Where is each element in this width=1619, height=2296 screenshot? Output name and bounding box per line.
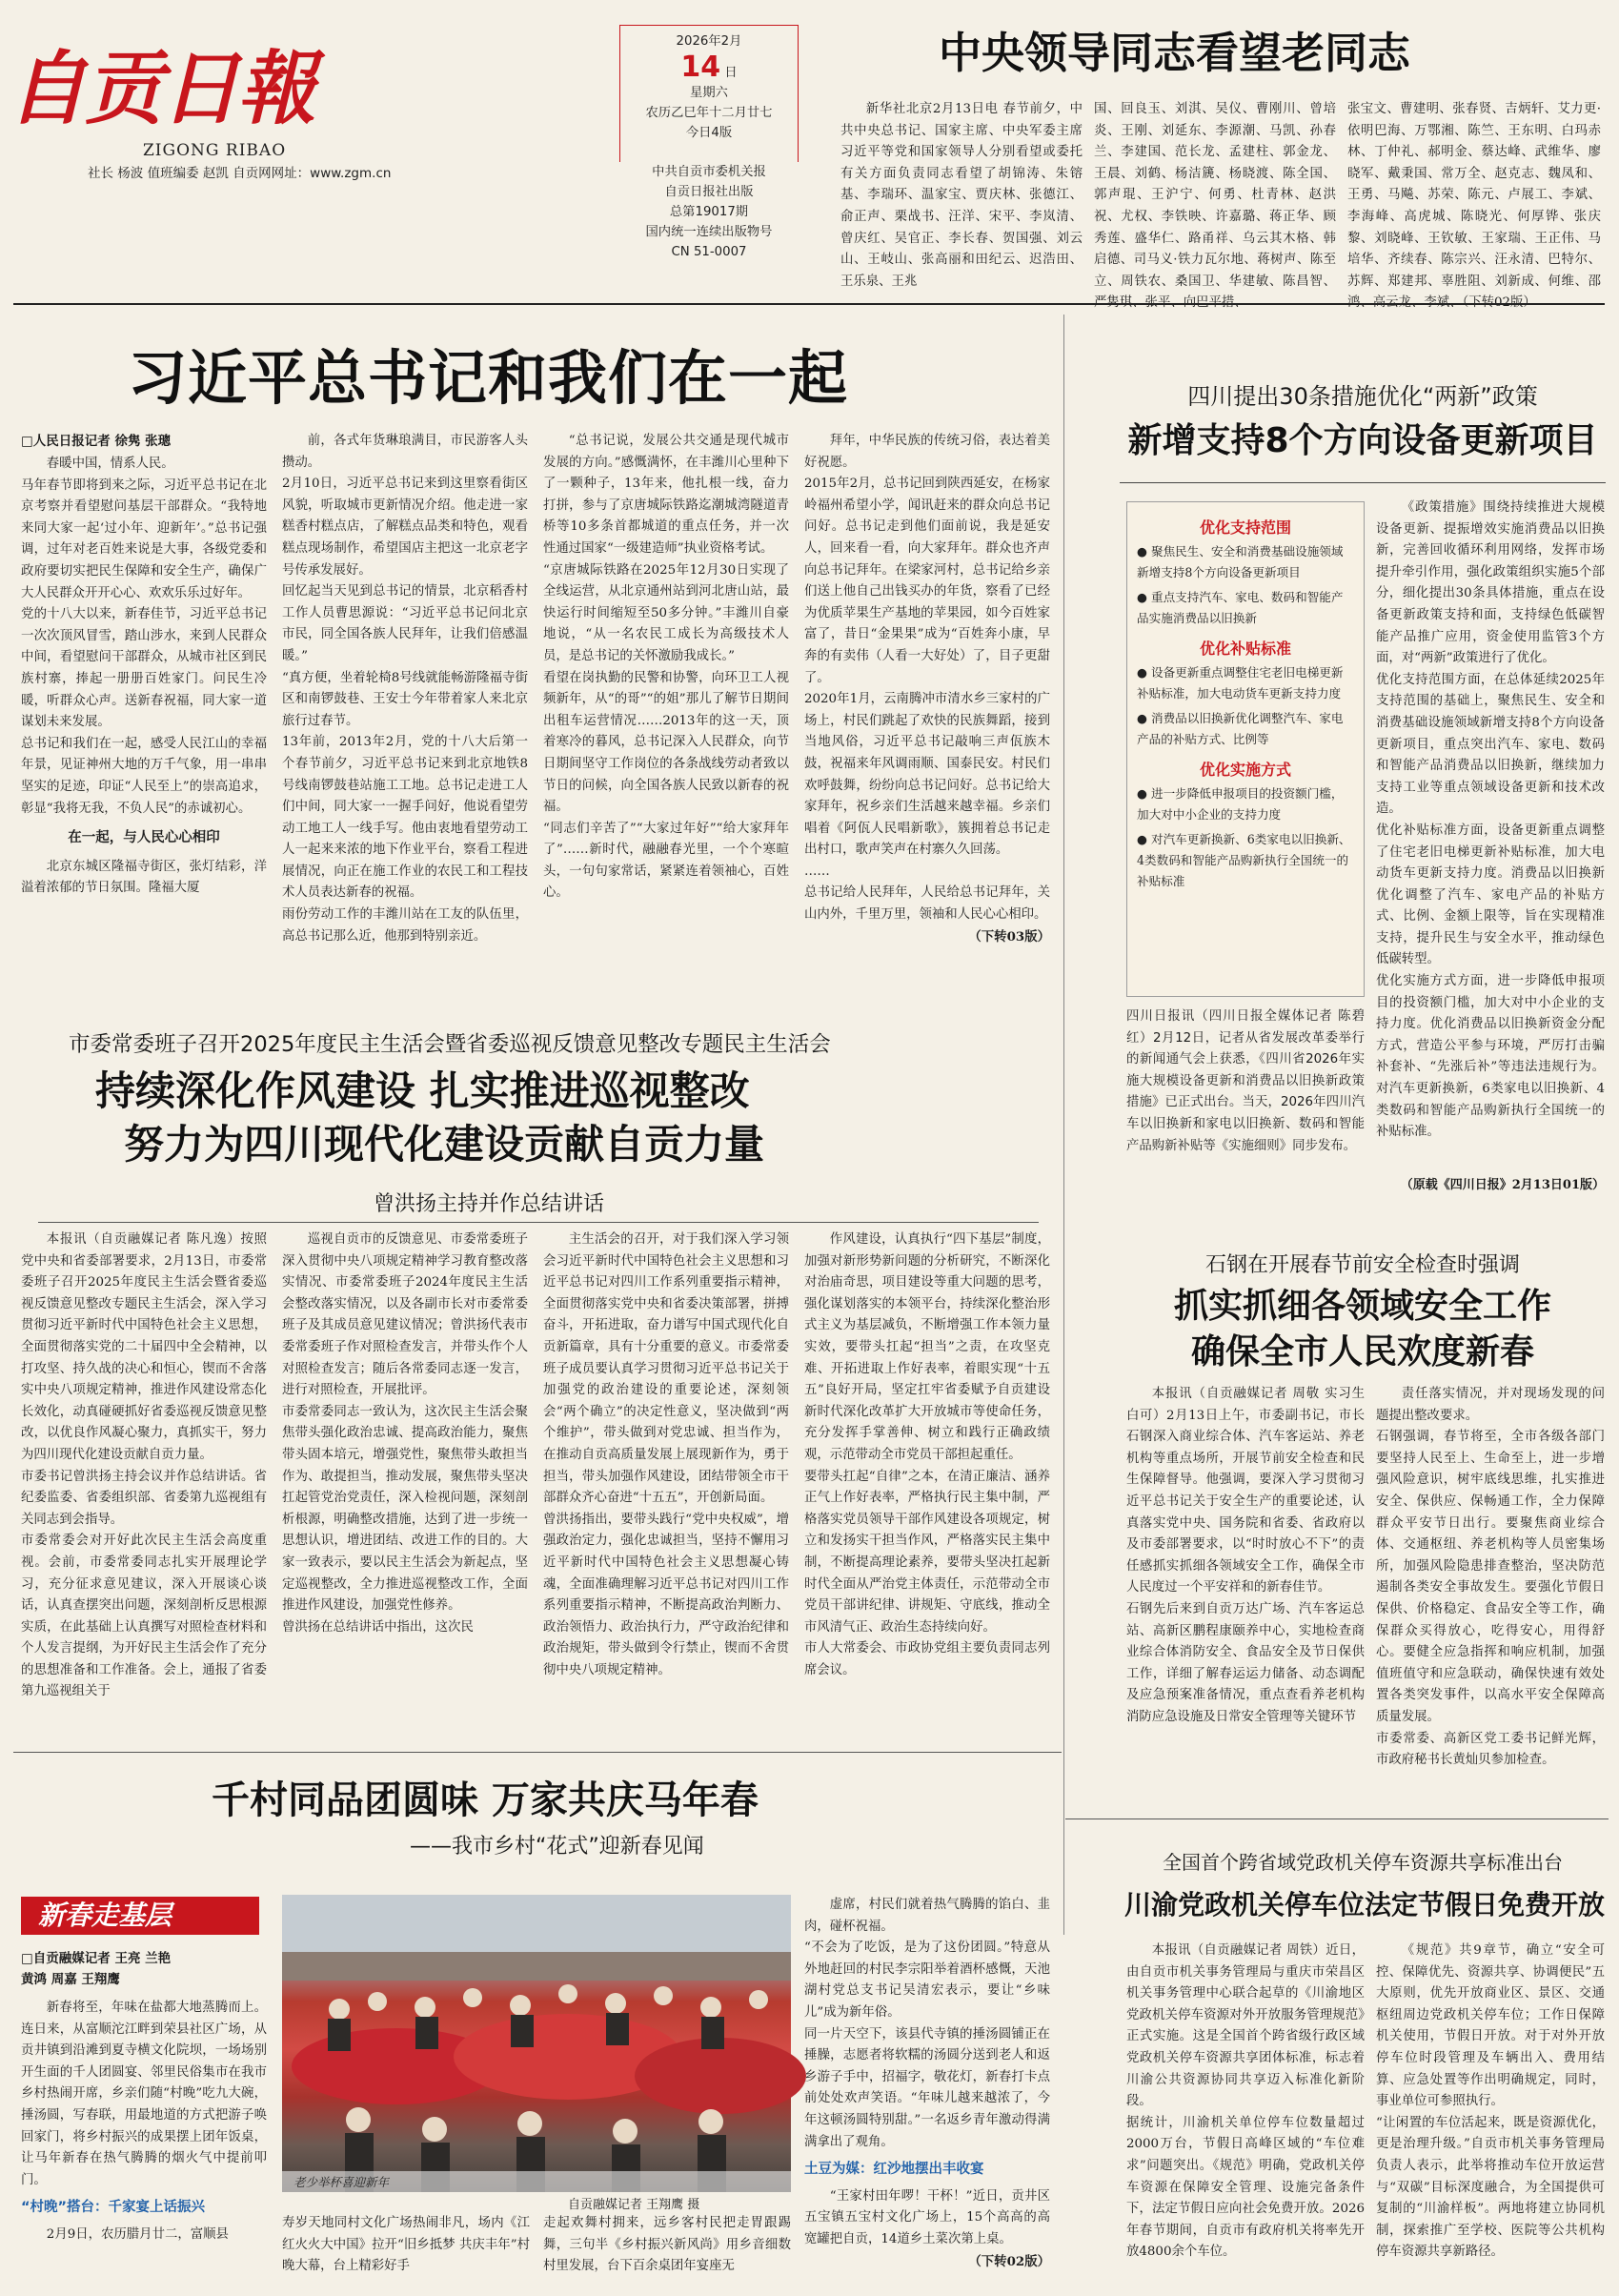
top-story-col-3: 张宝文、曹建明、张春贤、吉炳轩、艾力更·依明巴海、万鄂湘、陈竺、王东明、白玛赤林、丁仲礼、郝明金、蔡达峰、武维华、廖晓军、戴秉国、常万全、赵克志、魏凤和、王勇、马飚、苏荣、陈元、卢展工、李斌、李海峰、高虎城、陈晓光、何厚铧、张庆黎、刘晓峰、王钦敏、王家瑞、王正伟、马培华、齐续春、陈宗兴、汪永清、巴特尔、苏辉、郑建邦、辜胜阻、刘新成、何维、邵	[1347, 102, 1601, 289]
meeting-col-2: 巡视自贡市的反馈意见、市委常委班子深入贯彻中央八项规定精神学习教育整改落实情况、市委常委班子2024年度民主生活会整改落实情况，以及各副市长对市委常委班子及其成员意见建议情况；曾洪扬代表市委常委班子作对照检查发言，并带头作个人对照检查发言；随后各常委同志逐一发言，进行对照检查，开展批评。 市委常委同志一致认为，这次民主生活会聚焦带头强化政治忠诚、提高政治能力，聚焦带头固本培元，增强党性，聚焦带头敢担当作为、敢提担当，推动发展，聚焦带头坚决扛起管党治党责任，深入检视问题，深刻剖析根源，明确整改措施，达到了进一步统一思想认识，增进团结、改进工作的目的。大家一致表示，要以民主生活会为新起点，坚定巡视整改，全力推进巡视整改工作，全面推进作风建设，加强党性修养。 曾洪扬在总结讲话中指出，这次民	[282, 1232, 528, 1635]
issue-date-year-month: 2026年2月	[676, 34, 742, 49]
issue-date-day-suffix: 日	[724, 66, 738, 80]
safety-kicker: 石钢在开展春节前安全检查时强调	[1204, 1253, 1520, 1277]
publisher-details	[619, 162, 799, 262]
village-col-3	[804, 1895, 1050, 2286]
village-badge-text: 新春走基层	[38, 1900, 172, 1931]
village-col-3-subhead: 土豆为媒：红沙地摆出丰收宴	[804, 2162, 984, 2178]
policy-body: 《政策措施》围绕持续推进大规模设备更新、提振增效实施消费品以旧换新，完善回收循环利用网络，发挥市场提升牵引作用，强化政策组织实施5个部分，细化提出30条具体措施，重点在设备更新政策支持和面，支持绿色低碳智能产品推广应用，资金使用监管3个方面，对“两新”政策进行了优化。 优化支持范围方面，在总体延续2025年支持范围的基础上，聚焦民生、安全和消费基础设施领域新增支持8个方向设备更新项目，重点突出汽车、家电、数码和智能产品消费品以旧换新，继续加力支持工业等重点领域设备更新和技术改造。 优化补贴标准方面，设备更新重点调整了住宅老旧电梯更新补贴标准，加大电动货车更新支持力度。消费品以旧换新优化调整了汽车、家电产品的补贴方式、比例、金额上限等，旨在实现精准支持，提升民生与安全水平，推动绿色低碳转型。 优化实施方式方面，进一步降低申报项目的投资额门槛，加大对中小企业的支持力度。优化消费品以旧换新资金分配方式，营造公平参与环境，严厉打击骗补套补、“先涨后补”等违法违规行为。对汽车更新换新，6类家电以旧换新、4类数码和智能产品购新执行全国统一的补贴标准。	[1376, 500, 1605, 1140]
lead-col-1-subhead: 在一起，与人民心心相印	[68, 830, 220, 846]
policy-section-item: ● 进一步降低申报项目的投资额门槛，加大对中小企业的支持力度	[1137, 786, 1344, 822]
publisher-line-1: 中共自贡市委机关报	[652, 165, 766, 179]
parking-col-1: 本报讯（自贡融媒记者 周铁）近日，由自贡市机关事务管理局与重庆市荣昌区机关事务管理中心联合起草的《川渝地区党政机关停车资源对外开放服务管理规范》正式实施。这是全国首个跨省级行政区域党政机关停车资源共享团体标准，标志着川渝公共资源协同共享迈入标准化新阶段。 据统计，川渝机关单位停车位数量超过2000万台，节假日高峰区域的“车位难求”问题突出。《规范》明确，党政机关停车资源在保障安全管理、设施完备条件下，法定节假日应向社会免费开放。2026年春节期间，自贡市有政府机关将率先开放4800余个车位。	[1126, 1943, 1365, 2260]
village-badge	[21, 1897, 259, 1935]
village-photo-caption-left: 老少举杯喜迎新年	[293, 2175, 390, 2189]
village-col-2b-text: 走起欢舞村拥来，远乡客村民把走胃跟踢舞，三句半《乡村振兴新风尚》用乡音细数村里发展，台下百余桌团年宴座无	[543, 2216, 791, 2274]
village-top-rule	[13, 1752, 1062, 1753]
masthead-staff-line: 社长 杨波 值班编委 赵凯 自贡网网址：www.zgm.cn	[88, 166, 392, 181]
lead-jump: （下转03版）	[968, 929, 1050, 945]
village-col-3-tail: “王家村田年啰！干杯！”近日，贡井区五宝镇五宝村文化广场上，15个高高的高宽罐把自贡，14道乡土菜次第上桌。	[804, 2188, 1050, 2246]
meeting-title-2: 努力为四川现代化建设贡献自贡力量	[124, 1121, 765, 1168]
lead-col-4-body: 拜年，中华民族的传统习俗，表达着美好祝愿。 2015年2月，总书记回到陕西延安，在杨家岭福州希望小学，闻讯赶来的群众向总书记问好。总书记走到他们面前说，我是延安人，回来看一看，向大家拜年。群众也齐声向总书记拜年。在梁家河村，总书记给乡亲们送上他自己出钱买办的年货，察看了已经为优质苹果生产基地的苹果园，如今百姓家富了，昔日“金果果”成为“百姓奔小康，早奔的有卖伟（人看一大好处）了，目子更甜了。 2020年1月，云南腾冲市清水乡三家村的广场上，村民们跳起了欢快的民族舞蹈，接到当地风俗，习近平总书记敲响三声佤族木鼓，祝福来年风调雨顺、国泰民安。村民们欢呼鼓舞，纷纷向总书记问好。总书记给大家拜年，祝乡亲们生活越来越幸福。乡亲们唱着《阿佤人民唱新歌》，簇拥着总书记走出村口，歌声笑声在村寨久久回荡。 …… 总书记给人民拜年，人民给总书记拜年，关山内外，千里万里，领袖和人民心心相印。	[804, 434, 1050, 923]
issn-line-2: CN 51-0007	[671, 245, 747, 259]
publisher-line-2: 自贡日报社出版	[664, 185, 754, 199]
parking-title: 川渝党政机关停车位法定节假日免费开放	[1124, 1889, 1606, 1920]
policy-section-heading: 优化实施方式	[1199, 761, 1291, 779]
masthead-divider	[13, 303, 1605, 305]
village-subtitle: ——我市乡村“花式”迎新春见闻	[410, 1835, 704, 1859]
village-photo-caption-right: 自贡融媒记者 王翔鹰 摄	[568, 2198, 700, 2212]
policy-title-rule	[1120, 482, 1606, 483]
village-col-1-subhead: “村晚”搭台：千家宴上话振兴	[21, 2200, 206, 2216]
policy-summary-box	[1126, 501, 1365, 997]
policy-section-item: ● 消费品以旧换新优化调整汽车、家电产品的补贴方式、比例等	[1137, 711, 1344, 746]
policy-source	[1126, 1006, 1365, 1174]
village-jump: （下转02版）	[968, 2253, 1050, 2269]
column-divider	[1063, 315, 1064, 1935]
issue-lunar: 农历乙巳年十二月廿七	[645, 106, 773, 120]
policy-title: 新增支持8个方向设备更新项目	[1127, 421, 1598, 460]
top-story-col-2: 国、回良玉、刘淇、吴仪、曹刚川、曾培炎、王刚、刘延东、李源潮、马凯、孙春兰、李建国、范长龙、孟建柱、郭金龙、王晨、刘鹤、杨洁篪、杨晓渡、陈全国、郭声琨、王沪宁、何勇、杜青林、赵洪祝、尤权、李铁映、许嘉璐、蒋正华、顾秀莲、盛华仁、路甬祥、乌云其木格、韩启德、司马义·铁力瓦尔地、蒋树声、陈至立、周铁农、桑国卫、华建敏、陈昌智、	[1094, 102, 1336, 289]
meeting-title-1: 持续深化作风建设 扎实推进巡视整改	[95, 1067, 750, 1114]
lead-col-4	[804, 431, 1050, 970]
policy-section-heading: 优化补贴标准	[1199, 640, 1291, 658]
village-col-2-tail	[282, 2213, 791, 2286]
issue-number: 总第19017期	[669, 205, 749, 219]
issue-weekday: 星期六	[690, 86, 728, 100]
village-col-1-tail: 2月9日，农历腊月廿二，富顺县	[46, 2226, 229, 2242]
village-col-3-body: 虚席，村民们就着热气腾腾的馅白、韭肉，碰杯祝福。 “不会为了吃饭，是为了这份团圆。”特意从外地赶回的村民李宗阳举着酒杯感慨，天池湖村党总支书记吴清宏表示，要让“乡味儿”成为新年俗。 同一片天空下，该县代寺镇的捶汤圆铺正在捶臊，志愿者将软糯的汤圆分送到老人和返乡游子手中，招福字，敬花灯，新春打卡点前处处欢声笑语。“年味儿越来越浓了，今年这顿汤圆特别甜。”一名返乡青年激动得满满拿出了观角。	[804, 1898, 1050, 2149]
lead-col-3: “总书记说，发展公共交通是现代城市发展的方向。”感慨满怀，在丰潍川心里种下了一颗种子，13年来，他扎根一线，奋力打拼，参与了京唐城际铁路迄潮城湾隧道青桥等10多条首都城道的重点任务，并一次性通过国家“一级建造师”执业资格考试。 “京唐城际铁路在2025年12月30日实现了全线运营，从北京通州站到河北唐山站，最快运行时间缩短至50多分钟。”丰潍川自豪地说，“从一名农民工成长为高级技术人员，是总书记的关怀激励我成长。” 看望在岗执勤的民警和协警，向环卫工人视频新年，从“的哥”“的姐”那儿了解节日期间出租车运营情况……2013年的这一天，顶着寒冷的暮风，总书记深入人民群众，向节日期间坚守工作岗位的各条战线劳动者致以节日的问候，向全国各族人民致以新春的祝福。 “同志们辛苦了”“大家过年好”“给大家拜年了”……新时代，融融春光里，一个个寒暄头，一句句家常话，紧紧连着领袖心，百姓心。	[543, 434, 789, 901]
village-col-1	[21, 1998, 267, 2284]
policy-section-item: ● 聚焦民生、安全和消费基础设施领域新增支持8个方向设备更新项目	[1137, 544, 1344, 579]
policy-source-tag: （原载《四川日报》2月13日01版）	[1400, 1178, 1605, 1192]
policy-sections	[1137, 516, 1354, 892]
safety-col-1: 本报讯（自贡融媒记者 周敬 实习生 白可）2月13日上午，市委副书记，市长石钢深入商业综合体、汽车客运站、养老机构等重点场所，开展节前安全检查和民生保障督导。他强调，要深入学习贯彻习近平总书记关于安全生产的重要论述，认真落实党中央、国务院和省委、省政府以及市委部署要求，以“时时放心不下”的责任感抓实抓细各领域安全工作，确保全市人民度过一个平安祥和的新春佳节。 石钢先后来到自贡万达广场、汽车客运总站、高新区鹏程康颐养中心，实地检查商业综合体消防安全、食品安全及节日保供工作，详细了解春运运力储备、动态调配及应急预案准备情况，重点查看养老机构消防应急设施及日常安全管理等关键环节	[1126, 1387, 1365, 1724]
village-photo	[282, 1895, 791, 2192]
lead-col-1-tail: 北京东城区隆福寺街区，张灯结彩，洋溢着浓郁的节日氛围。隆福大厦	[21, 859, 267, 896]
issn-line-1: 国内统一连续出版物号	[645, 225, 773, 239]
meeting-subtitle: 曾洪扬主持并作总结讲话	[374, 1192, 605, 1216]
lead-col-1-body: 春暖中国，情系人民。 马年春节即将到来之际，习近平总书记在北京考察并看望慰问基层干部群众。“我特地来同大家一起‘过小年、迎新年’。”总书记强调，过年对老百姓来说是大事，各级党委和政府要切实把民生保障和安全生产，确保广大人民群众开开心心、欢欢乐乐过好年。 党的十八大以来，新春佳节，习近平总书记一次次顶风冒雪，踏山涉水，来到人民群众中间，看望慰问干部群众，从城市社区到民族村寨，捧起一册册百姓家门。问民生冷暖，听群众心声。送新春祝福，同大家一道谋划未来发展。 总书记和我们在一起，感受人民江山的幸福年景，见证神州大地的万千气象，用一串串坚实的足迹，印证“人民至上”的崇高追求，彰显“我将无我，不负人民”的赤诚初心。	[21, 457, 267, 816]
policy-section-item: ● 对汽车更新换新、6类家电以旧换新、4类数码和智能产品购新执行全国统一的补贴标准	[1137, 832, 1351, 888]
lead-reporter: □人民日报记者 徐隽 张璁	[21, 434, 172, 449]
parking-col-2: 《规范》共9章节，确立“安全可控、保障优先、资源共享、协调便民”五大原则，优先开放商业区、景区、交通枢纽周边党政机关停车位；工作日保障机关使用，节假日开放。对于对外开放停车位时段管理及车辆出入、费用结算、应急处置等作出明确规定，同时，事业单位可参照执行。 “让闲置的车位活起来，既是资源优化，更是治理升级。”自贡市机关事务管理局负责人表示，此举将推动车位开放运营与“双碳”目标深度融合，为全国提供可复制的“川渝样板”。两地将建立协同机制，探索推广至学校、医院等公共机构停车资源共享新路径。	[1376, 1943, 1605, 2260]
policy-kicker: 四川提出30条措施优化“两新”政策	[1187, 383, 1538, 410]
issue-date-day: 14	[680, 51, 721, 84]
meeting-col-4: 作风建设，认真执行“四下基层”制度，加强对新形势新问题的分析研究，不断深化对治庙奇思，项目建设等重大问题的思考，强化谋划落实的本领平台，持续深化整治形式主义为基层减负，不断增强工作本领力量实效，要带头扛起“担当”之责，在攻坚克难、开拓进取上作好表率，着眼实现“十五五”良好开局，坚定扛牢省委赋予自贡建设新时代深化改革扩大开放城市等使命任务，充分发挥手掌善伸、树立和践行正确政绩观，示范带动全市党员干部担起重任。 要带头扛起“自律”之本，在清正廉洁、涵养正气上作好表率，严格执行民主集中制，严格落实党员领导干部作风建设各项规定，树立和发扬实干担当作风，严格落实民主集中制，不断提高理论素养，要带头坚决扛起新时代全面从严治党主体责任，示范带动全市党员干部讲纪律、讲规矩、守底线，推动全市风清气正、政治生态持续向好。 市人大常委会、市政协党组主要负责同志列席会议。	[804, 1232, 1050, 1677]
policy-source-text: 四川日报讯（四川日报全媒体记者 陈碧红）2月12日，记者从省发展改革委举行的新闻通气会上获悉，《四川省2026年实施大规模设备更新和消费品以旧换新政策措施》已正式出台。当天，2026年四川汽车以旧换新和家电以旧换新、数码和智能产品购新补贴等《实施细则》同步发布。	[1126, 1009, 1365, 1153]
village-reporters: □自贡融媒记者 王亮 兰艳 黄鸿 周嘉 王翔鹰	[21, 1951, 172, 1987]
safety-title-2: 确保全市人民欢度新春	[1190, 1332, 1534, 1372]
meeting-kicker: 市委常委班子召开2025年度民主生活会暨省委巡视反馈意见整改专题民主生活会	[69, 1032, 831, 1057]
policy-section-heading: 优化支持范围	[1199, 518, 1291, 537]
issue-pages: 今日4版	[685, 126, 733, 140]
policy-section-item: ● 重点支持汽车、家电、数码和智能产品实施消费品以旧换新	[1137, 590, 1344, 625]
safety-title-1: 抓实抓细各领域安全工作	[1173, 1287, 1551, 1326]
village-col-1-body: 新春将至，年味在盐都大地蒸腾而上。连日来，从富顺沱江畔到荣县社区广场，从贡井镇到沿滩到夏寺横文化院坝，一场场别开生面的千人团圆宴、邻里民俗集市在我市乡村热闹开席，乡亲们随“村晚”吃九大碗，捶汤圆，写春联，用最地道的方式把游子唤回家门，将乡村振兴的成果摆上团年饭桌，让马年新春在热气腾腾的烟火气中提前叩门。	[21, 2001, 267, 2187]
village-col-2a-text: 寿岁天地同村文化广场热闹非凡，场内《江红火火大中国》拉开“旧乡抵梦 共庆丰年”村晚大幕，台上精彩好手	[282, 2216, 530, 2274]
policy-section-item: ● 设备更新重点调整住宅老旧电梯更新补贴标准，加大电动货车更新支持力度	[1137, 665, 1344, 701]
meeting-rule	[38, 1222, 1039, 1223]
top-story-title: 中央领导同志看望老同志	[939, 28, 1411, 78]
lead-col-2: 前，各式年货琳琅满目，市民游客人头攒动。 2月10日，习近平总书记来到这里察看街区风貌，听取城市更新情况介绍。他走进一家糕香村糕点店，了解糕点品类和特色，观看糕点现场制作，希望国店主把这一北京老字号传承发展好。 回忆起当天见到总书记的情景，北京稻香村工作人员曹思源说：“习近平总书记问北京市民，同全国各族人民拜年，让我们倍感温暖。” “真方便，坐着轮椅8号线就能畅游隆福寺街区和南锣鼓巷、王安士今年带着家人来北京旅行过春节。 13年前，2013年2月，党的十八大后第一个春节前夕，习近平总书记来到北京地铁8号线南锣鼓巷站施工工地。总书记走进工人们中间，同大家一一握手问好，他说看望劳动工地工人一线手写。他由衷地看望劳动工人一起来来浓的地下作业平台，察看工程进展情况，向正在施工作业的农民工和工程技术人员表达新春的祝福。 雨份劳动工作的丰潍川站在工友的队伍里，高总书记那么近，他那到特别亲近。	[282, 434, 528, 944]
masthead-logo-text: 自贡日報	[8, 41, 314, 135]
village-title: 千村同品团圆味 万家共庆马年春	[212, 1778, 759, 1822]
masthead-logo	[8, 17, 322, 160]
village-photo-scene	[282, 1895, 791, 2192]
masthead-pinyin: ZIGONG RIBAO	[143, 141, 287, 160]
top-story-col-1: 新华社北京2月13日电 春节前夕，中共中央总书记、国家主席、中央军委主席习近平等党和国家领导人分别看望或委托有关方面负责同志看望了胡锦涛、朱镕基、李瑞环、温家宝、贾庆林、张德江、俞正声、栗战书、汪洋、宋平、李岚清、曾庆红、吴官正、李长春、贺国强、刘云山、王岐山、张高丽和田纪云、迟浩田、王乐泉、王兆	[840, 102, 1083, 289]
lead-col-1	[21, 454, 267, 968]
lead-title: 习近平总书记和我们在一起	[128, 343, 849, 413]
meeting-col-3: 主生活会的召开，对于我们深入学习领会习近平新时代中国特色社会主义思想和习近平总书记对四川工作系列重要指示精神，全面贯彻落实党中央和省委决策部署，拼搏奋斗，开拓进取，奋力谱写中国式现代化自贡新篇章，具有十分重要的意义。市委常委班子成员要认真学习贯彻习近平总书记关于加强党的政治建设的重要论述，深刻领会“两个确立”的决定性意义，坚决做到“两个维护”，带头做到对党忠诚、担当作为，在推动自贡高质量发展上展现新作为，勇于担当，带头加强作风建设，团结带领全市干部群众齐心奋进“十五五”，开创新局面。 曾洪扬指出，要带头践行“党中央权威”，增强政治定力，强化忠诚担当，坚持不懈用习近平新时代中国特色社会主义思想凝心铸魂，全面准确理解习近平总书记对四川工作系列重要指示精神，不断提高政治判断力、政治领悟力、政治执行力，严守政治纪律和政治规矩，带头做到令行禁止，锲而不舍贯彻中央八项规定精神。	[543, 1232, 789, 1677]
parking-kicker: 全国首个跨省域党政机关停车资源共享标准出台	[1163, 1851, 1563, 1874]
safety-col-2: 责任落实情况，并对现场发现的问题提出整改要求。 石钢强调，春节将至，全市各级各部门要坚持人民至上、生命至上，进一步增强风险意识，树牢底线思维，扎实推进安全、保供应、保畅通工作，全力保障群众平安节日出行。要聚焦商业综合体、交通枢纽、养老机构等人员密集场所，加强风险隐患排查整治，坚决防范遏制各类安全事故发生。要强化节假日保供、价格稳定、食品安全等工作，确保群众买得放心，吃得安心，用得舒心。要健全应急指挥和响应机制，加强值班值守和应急联动，确保快速有效处置各类突发事件，以高水平安全保障高质量发展。 市委常委、高新区党工委书记鲜光辉，市政府秘书长黄灿贝参加检查。	[1376, 1387, 1605, 1768]
meeting-col-1: 本报讯（自贡融媒记者 陈凡逸）按照党中央和省委部署要求，2月13日，市委常委班子召开2025年度民主生活会暨省委巡视反馈意见整改专题民主生活会，深入学习贯彻习近平新时代中国特色社会主义思想，全面贯彻落实党的二十届四中全会精神，以打攻坚、持久战的决心和恒心，锲而不舍落实中央八项规定精神，推进作风建设常态化长效化，动真碰硬抓好省委巡视反馈意见整改，以优良作风凝心聚力，真抓实干，努力为四川现代化建设贡献自贡力量。 市委书记曾洪扬主持会议并作总结讲话。省纪委监委、省委组织部、省委第九巡视组有关同志到会指导。 市委常委会对开好此次民主生活会高度重视。会前，市委常委同志扎实开展理论学习，充分征求意见建议，深入开展谈心谈话，认真查摆突出问题，深刻剖析反思根源实质，在此基础上认真撰写对照检查材料和个人发言提纲，为开好民主生活会作了充分的思想准备和工作准备。会上，通报了省委第九巡视组关于	[21, 1232, 267, 1699]
